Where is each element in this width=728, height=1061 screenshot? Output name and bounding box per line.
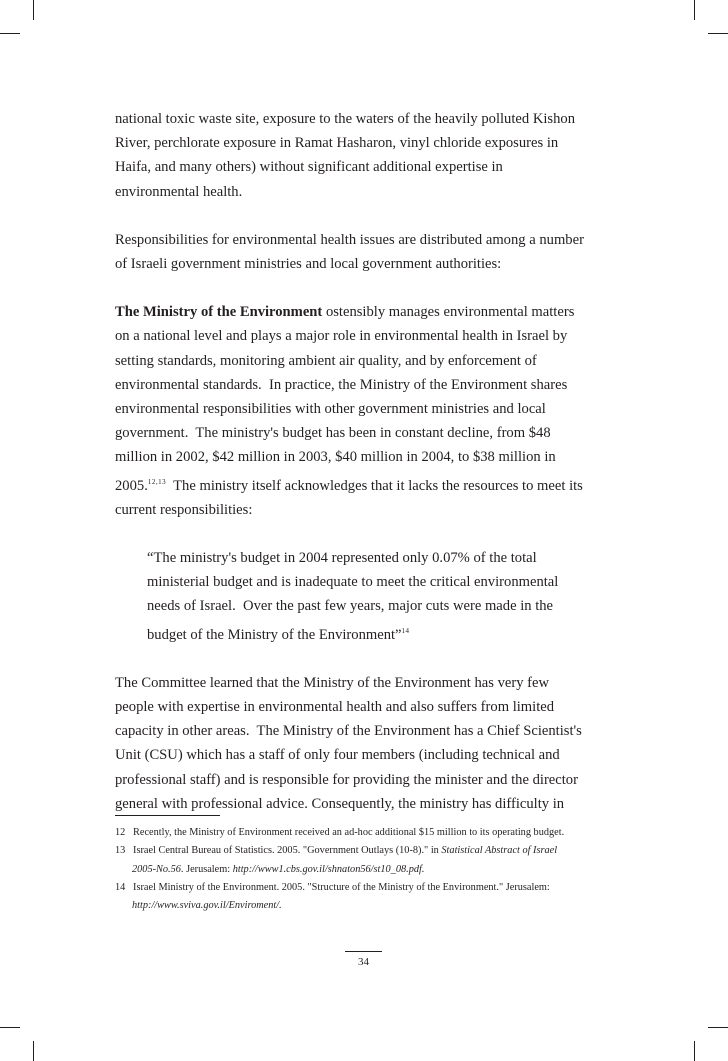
crop-mark <box>0 33 20 34</box>
footnote-divider <box>115 815 220 816</box>
text-line: national toxic waste site, exposure to the waters of the heavily polluted Kishon <box>115 111 575 127</box>
source-url[interactable]: http://www.sviva.gov.il/Enviroment/. <box>132 900 282 912</box>
page-number: 34 <box>358 956 369 968</box>
text-line: of Israeli government ministries and local government authorities: <box>115 256 502 273</box>
crop-mark <box>694 1041 695 1061</box>
footnote-12: 12 Recently, the Ministry of Environment received an ad-hoc additional $15 million to its operating budget. <box>115 827 565 838</box>
text-line: ministerial budget and is inadequate to meet the critical environmental <box>147 574 559 591</box>
text-line: Unit (CSU) which has a staff of only four members (including technical and <box>115 747 560 764</box>
text-line: capacity in other areas. The Ministry of the Environment has a Chief Scientist's <box>115 723 582 740</box>
page-number-rule <box>345 951 382 952</box>
text-line <box>147 619 615 647</box>
text-line: million in 2002, $42 million in 2003, $40 million in 2004, to $38 million in <box>115 449 556 466</box>
text-line: Haifa, and many others) without significant additional expertise in <box>115 159 503 176</box>
text-line: needs of Israel. Over the past few years, major cuts were made in the <box>147 598 554 615</box>
ministry-heading: The Ministry of the Environment <box>115 304 323 321</box>
text-line: Responsibilities for environmental health issues are distributed among a number <box>115 231 584 248</box>
text-span: ostensibly manages environmental matters <box>322 304 575 321</box>
text-line: environmental standards. In practice, the Ministry of the Environment shares <box>115 376 568 393</box>
crop-mark <box>33 0 34 20</box>
text-line: The Committee learned that the Ministry of the Environment has very few <box>115 674 550 691</box>
paragraph-2 <box>115 228 615 276</box>
text-line <box>115 300 615 324</box>
text-span: budget of the Ministry of the Environment” <box>147 626 402 643</box>
text-span: . Jerusalem: <box>180 863 233 875</box>
publication-title: Statistical Abstract of Israel <box>441 845 558 857</box>
paragraph-3 <box>115 300 615 522</box>
text-line: people with expertise in environmental health and also suffers from limited <box>115 699 555 716</box>
paragraph-4 <box>115 671 615 816</box>
crop-mark <box>708 1027 728 1028</box>
footnote-14: 14 Israel Ministry of the Environment. 2005. "Structure of the Ministry of the Environment." Jerusalem: <box>115 881 550 893</box>
footnote-14-cont <box>115 897 615 915</box>
text-line: setting standards, monitoring ambient air quality, and by enforcement of <box>115 352 537 369</box>
paragraph-1 <box>115 107 615 204</box>
block-quote <box>115 546 615 647</box>
crop-mark <box>0 1027 20 1028</box>
text-line: environmental health. <box>115 183 243 200</box>
source-url[interactable]: http://www1.cbs.gov.il/shnaton56/st10_08.pdf. <box>232 863 425 875</box>
text-line: current responsibilities: <box>115 501 253 518</box>
text-span: 13 Israel Central Bureau of Statistics. 2005. "Government Outlays (10-8)." in <box>115 845 442 857</box>
footnote-13 <box>115 842 615 860</box>
text-line: “The ministry's budget in 2004 represented only 0.07% of the total <box>147 550 537 567</box>
text-line <box>115 470 615 498</box>
footnote-ref: 14 <box>401 626 410 635</box>
footnote-13-cont <box>115 861 615 879</box>
text-line: River, perchlorate exposure in Ramat Hasharon, vinyl chloride exposures in <box>115 135 559 152</box>
crop-mark <box>33 1041 34 1061</box>
text-span: 2005. <box>115 477 148 494</box>
text-line: on a national level and plays a major role in environmental health in Israel by <box>115 328 568 345</box>
text-line: government. The ministry's budget has been in constant decline, from $48 <box>115 425 551 442</box>
text-line: general with professional advice. Consequently, the ministry has difficulty in <box>115 795 565 812</box>
crop-mark <box>694 0 695 20</box>
crop-mark <box>708 33 728 34</box>
text-line: environmental responsibilities with other government ministries and local <box>115 401 546 418</box>
publication-edition: 2005-No.56 <box>132 863 181 875</box>
footnotes <box>115 824 615 915</box>
footnote-ref: 12,13 <box>147 477 167 486</box>
body-text <box>115 107 615 816</box>
text-line: professional staff) and is responsible for providing the minister and the director <box>115 771 578 788</box>
text-span: The ministry itself acknowledges that it lacks the resources to meet its <box>166 477 583 494</box>
